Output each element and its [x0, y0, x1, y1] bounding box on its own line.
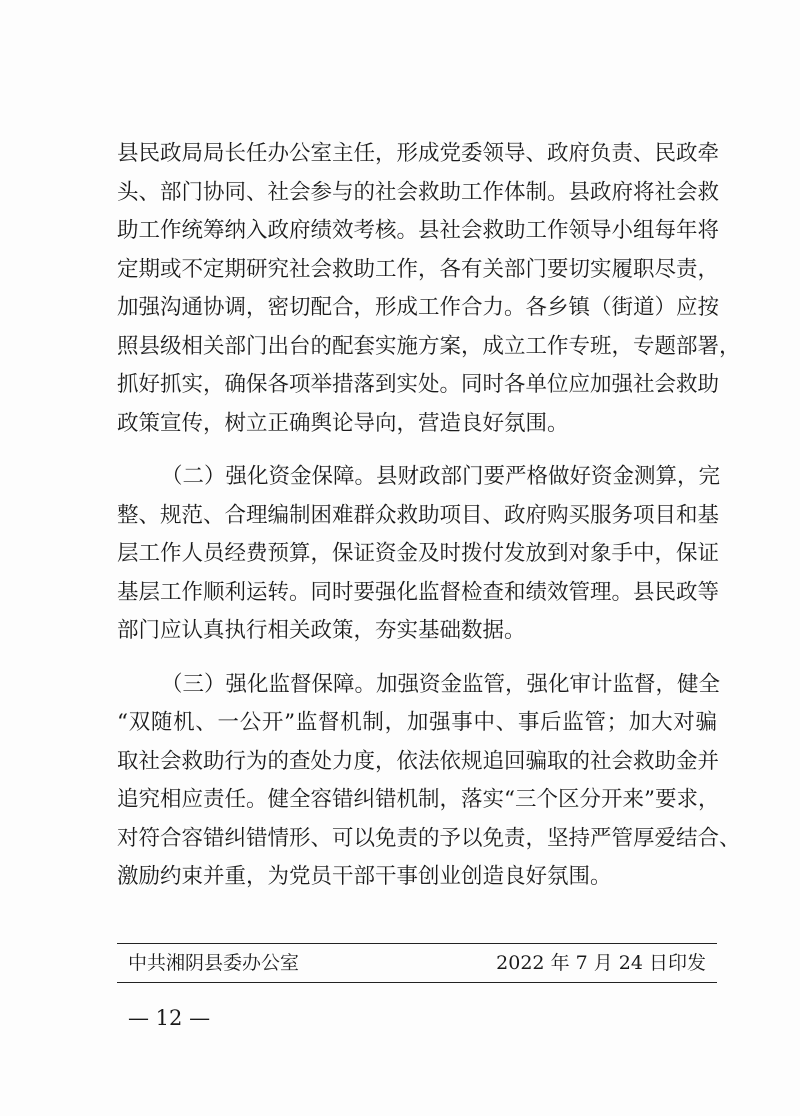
paragraph-leadership	[117, 135, 741, 443]
text-line: 基层工作顺利运转。同时要强化监督检查和绩效管理。县民政等	[117, 579, 720, 605]
text-line: 对符合容错纠错情形、可以免责的予以免责，坚持严管厚爱结合、	[117, 825, 741, 851]
text-line: 助工作统筹纳入政府绩效考核。县社会救助工作领导小组每年将	[117, 218, 720, 243]
text-line: 定期或不定期研究社会救助工作，各有关部门要切实履职尽责，	[117, 256, 720, 282]
text-line: 县民政局局长任办公室主任，形成党委领导、政府负责、民政牵	[117, 141, 720, 166]
document-body	[117, 135, 741, 897]
text-line: 照县级相关部门出台的配套实施方案，成立工作专班，专题部署，	[117, 333, 741, 359]
issue-date: 2022 年 7 月 24 日印发	[496, 952, 706, 974]
footer-top-rule	[117, 943, 717, 944]
page-number: — 12 —	[128, 1006, 211, 1030]
text-line: 抓好抓实，确保各项举措落到实处。同时各单位应加强社会救助	[117, 372, 720, 397]
paragraph-funding-guarantee	[117, 458, 721, 651]
text-line: 整、规范、合理编制困难群众救助项目、政府购买服务项目和基	[117, 502, 720, 528]
footer-bottom-rule	[117, 982, 717, 983]
footer-imprint	[128, 946, 706, 980]
text-line: 政策宣传，树立正确舆论导向，营造良好氛围。	[117, 410, 569, 436]
text-line: 激励约束并重，为党员干部干事创业创造良好氛围。	[117, 864, 612, 889]
text-line: 部门应认真执行相关政策，夯实基础数据。	[117, 618, 526, 643]
paragraph-supervision-guarantee	[117, 666, 741, 897]
text-line: “双随机、一公开”监督机制，加强事中、事后监管；加大对骗	[117, 710, 717, 735]
text-line: 头、部门协同、社会参与的社会救助工作体制。县政府将社会救	[117, 179, 720, 205]
issuer-name: 中共湘阴县委办公室	[128, 952, 300, 974]
text-line: 取社会救助行为的查处力度，依法依规追回骗取的社会救助金并	[117, 748, 720, 774]
text-line: 追究相应责任。健全容错纠错机制，落实“三个区分开来”要求，	[117, 787, 720, 812]
text-line: （三）强化监督保障。加强资金监管，强化审计监督，健全	[161, 671, 721, 697]
text-line: 层工作人员经费预算，保证资金及时拨付发放到对象手中，保证	[117, 541, 720, 566]
text-line: （二）强化资金保障。县财政部门要严格做好资金测算，完	[161, 464, 721, 489]
text-line: 加强沟通协调，密切配合，形成工作合力。各乡镇（街道）应按	[117, 295, 720, 320]
